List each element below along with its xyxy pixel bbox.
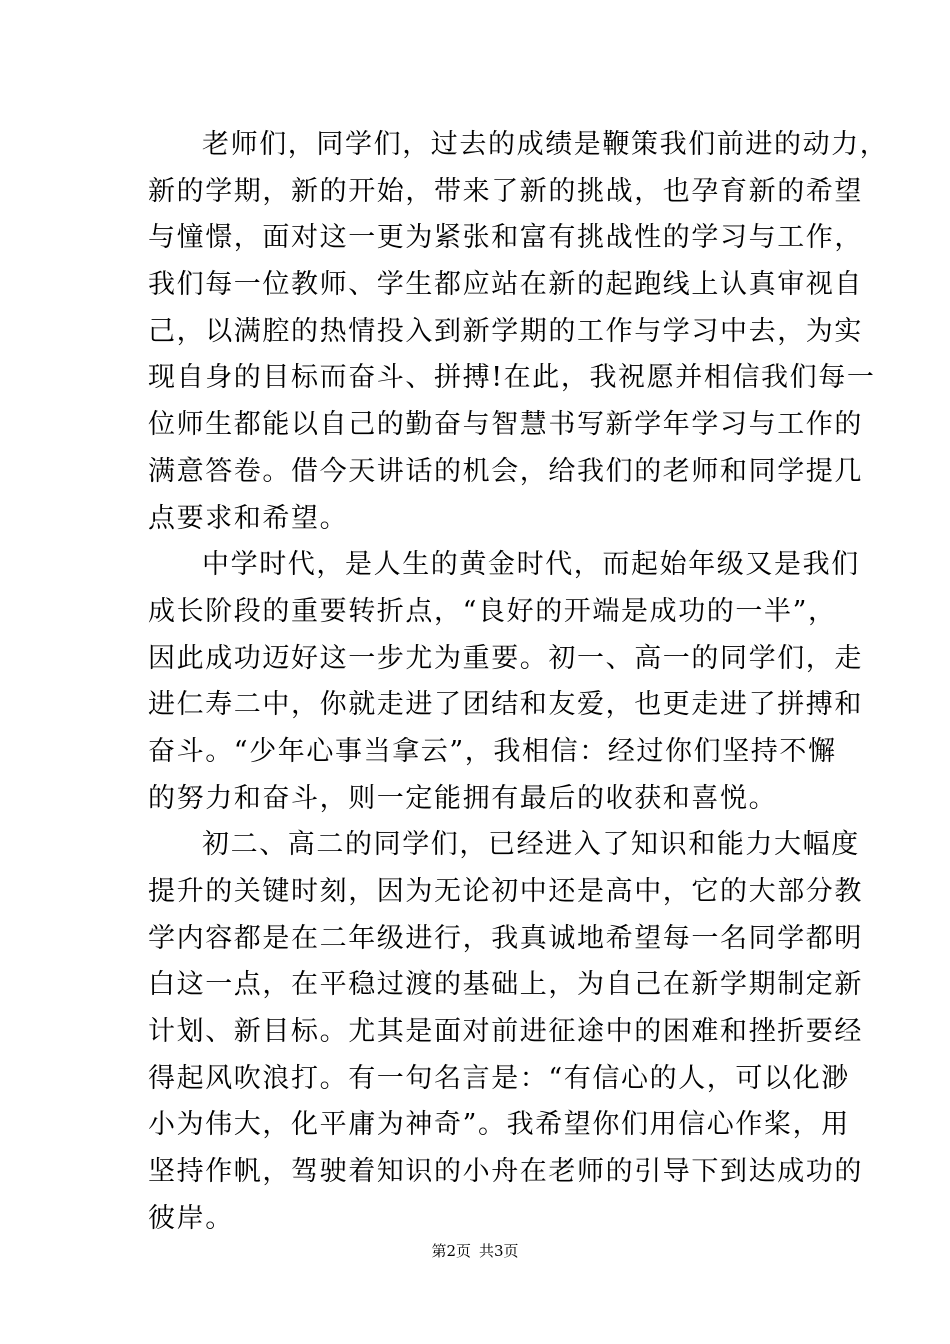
paragraph-3: [148, 822, 863, 1242]
text-line: 小为伟大，化平庸为神奇”。我希望你们用信心作桨，用: [148, 1109, 850, 1141]
text-line: 与憧憬，面对这一更为紧张和富有挑战性的学习与工作，: [148, 222, 863, 254]
text-line: 得起风吹浪打。有一句名言是：“有信心的人，可以化渺: [148, 1062, 850, 1094]
text-line: 新的学期，新的开始，带来了新的挑战，也孕育新的希望: [148, 175, 863, 207]
text-line: 进仁寿二中，你就走进了团结和友爱，也更走进了拼搏和: [148, 689, 863, 721]
text-line: 坚持作帆，驾驶着知识的小舟在老师的引导下到达成功的: [148, 1156, 863, 1188]
text-line: 成长阶段的重要转折点，“良好的开端是成功的一半”，: [148, 595, 837, 627]
text-line: 现自身的目标而奋斗、拼搏!在此，我祝愿并相信我们每一: [148, 362, 876, 394]
text-line: 因此成功迈好这一步尤为重要。初一、高一的同学们，走: [148, 642, 863, 674]
text-line: 我们每一位教师、学生都应站在新的起跑线上认真审视自: [148, 269, 863, 301]
text-line: 老师们，同学们，过去的成绩是鞭策我们前进的动力，: [202, 129, 889, 160]
text-line: 位师生都能以自己的勤奋与智慧书写新学年学习与工作的: [148, 409, 863, 441]
page-total: 共3页: [479, 1242, 519, 1260]
text-line: 白这一点，在平稳过渡的基础上，为自己在新学期制定新: [148, 969, 863, 1001]
text-line: 己，以满腔的热情投入到新学期的工作与学习中去，为实: [148, 315, 863, 347]
page-number: 第2页: [431, 1242, 471, 1260]
body-text: [148, 122, 889, 1243]
text-line: 学内容都是在二年级进行，我真诚地希望每一名同学都明: [148, 922, 863, 954]
text-line: 彼岸。: [148, 1202, 234, 1234]
text-line: 奋斗。“少年心事当拿云”，我相信：经过你们坚持不懈: [148, 735, 837, 767]
text-line: 初二、高二的同学们，已经进入了知识和能力大幅度: [202, 829, 860, 861]
text-line: 中学时代，是人生的黄金时代，而起始年级又是我们: [202, 549, 860, 581]
text-line: 满意答卷。借今天讲话的机会，给我们的老师和同学提几: [148, 455, 863, 487]
paragraph-2: [148, 542, 863, 822]
text-line: 的努力和奋斗，则一定能拥有最后的收获和喜悦。: [148, 782, 778, 814]
text-line: 点要求和希望。: [148, 502, 349, 534]
page-footer: [0, 1240, 950, 1262]
paragraph-1: [148, 122, 889, 542]
text-line: 计划、新目标。尤其是面对前进征途中的困难和挫折要经: [148, 1016, 863, 1048]
text-line: 提升的关键时刻，因为无论初中还是高中，它的大部分教: [148, 876, 863, 907]
